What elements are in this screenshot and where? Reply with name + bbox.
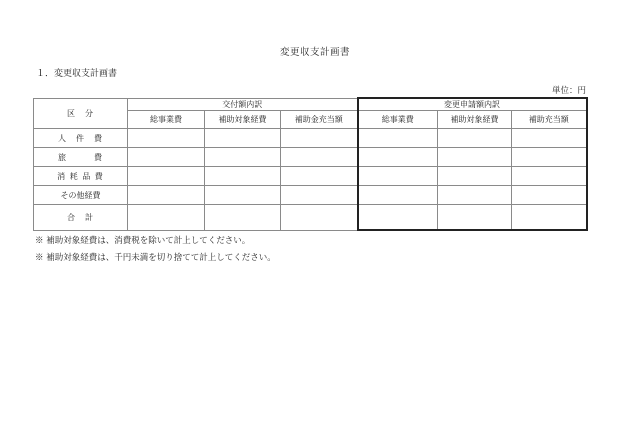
row-label-total: 合 計 bbox=[34, 205, 128, 231]
table-cell[interactable] bbox=[205, 148, 281, 167]
table-row-travel bbox=[34, 148, 587, 167]
table-cell[interactable] bbox=[205, 186, 281, 205]
table-cell[interactable] bbox=[128, 129, 205, 148]
category-header: 区 分 bbox=[34, 98, 128, 129]
table-cell[interactable] bbox=[512, 129, 587, 148]
table-cell[interactable] bbox=[512, 148, 587, 167]
table-row-personnel bbox=[34, 129, 587, 148]
table-cell[interactable] bbox=[281, 167, 358, 186]
table-cell[interactable] bbox=[281, 129, 358, 148]
row-label: 旅 費 bbox=[34, 148, 128, 167]
table-cell[interactable] bbox=[512, 167, 587, 186]
notes bbox=[35, 233, 276, 267]
table-cell[interactable] bbox=[358, 186, 438, 205]
table-cell[interactable] bbox=[281, 205, 358, 231]
table-row-consumables bbox=[34, 167, 587, 186]
table-row-other bbox=[34, 186, 587, 205]
table-cell[interactable] bbox=[438, 167, 512, 186]
unit-label: 単位：円 bbox=[551, 86, 586, 96]
table-cell[interactable] bbox=[281, 186, 358, 205]
change-col-total-cost: 総事業費 bbox=[358, 111, 438, 129]
table-cell[interactable] bbox=[438, 186, 512, 205]
table-row-total bbox=[34, 205, 587, 231]
row-label: その他経費 bbox=[34, 186, 128, 205]
issued-col-subsidy-amount: 補助金充当額 bbox=[281, 111, 358, 129]
table-cell[interactable] bbox=[438, 129, 512, 148]
table-cell[interactable] bbox=[358, 129, 438, 148]
table-cell[interactable] bbox=[205, 167, 281, 186]
table-cell[interactable] bbox=[205, 205, 281, 231]
table-cell[interactable] bbox=[128, 148, 205, 167]
table-cell[interactable] bbox=[205, 129, 281, 148]
issued-col-eligible-cost: 補助対象経費 bbox=[205, 111, 281, 129]
issued-group-header: 交付額内訳 bbox=[128, 98, 358, 111]
table-cell[interactable] bbox=[128, 167, 205, 186]
header-row-groups bbox=[34, 98, 587, 111]
table-cell[interactable] bbox=[438, 205, 512, 231]
table-cell[interactable] bbox=[281, 148, 358, 167]
section-heading: １．変更収支計画書 bbox=[36, 69, 118, 79]
table-cell[interactable] bbox=[512, 186, 587, 205]
issued-col-total-cost: 総事業費 bbox=[128, 111, 205, 129]
change-col-subsidy-amount: 補助充当額 bbox=[512, 111, 587, 129]
row-label: 消 耗 品 費 bbox=[34, 167, 128, 186]
budget-table bbox=[33, 97, 588, 231]
row-label: 人 件 費 bbox=[34, 129, 128, 148]
table-cell[interactable] bbox=[512, 205, 587, 231]
change-request-group-header: 変更申請額内訳 bbox=[358, 98, 587, 111]
document-title: 変更収支計画書 bbox=[279, 47, 350, 58]
table-cell[interactable] bbox=[358, 167, 438, 186]
table-cell[interactable] bbox=[438, 148, 512, 167]
note-round-down: ※ 補助対象経費は、千円未満を切り捨てて計上してください。 bbox=[35, 253, 276, 263]
table-cell[interactable] bbox=[128, 205, 205, 231]
table-cell[interactable] bbox=[358, 148, 438, 167]
table-cell[interactable] bbox=[358, 205, 438, 231]
table-cell[interactable] bbox=[128, 186, 205, 205]
change-col-eligible-cost: 補助対象経費 bbox=[438, 111, 512, 129]
note-consumption-tax: ※ 補助対象経費は、消費税を除いて計上してください。 bbox=[35, 236, 251, 246]
